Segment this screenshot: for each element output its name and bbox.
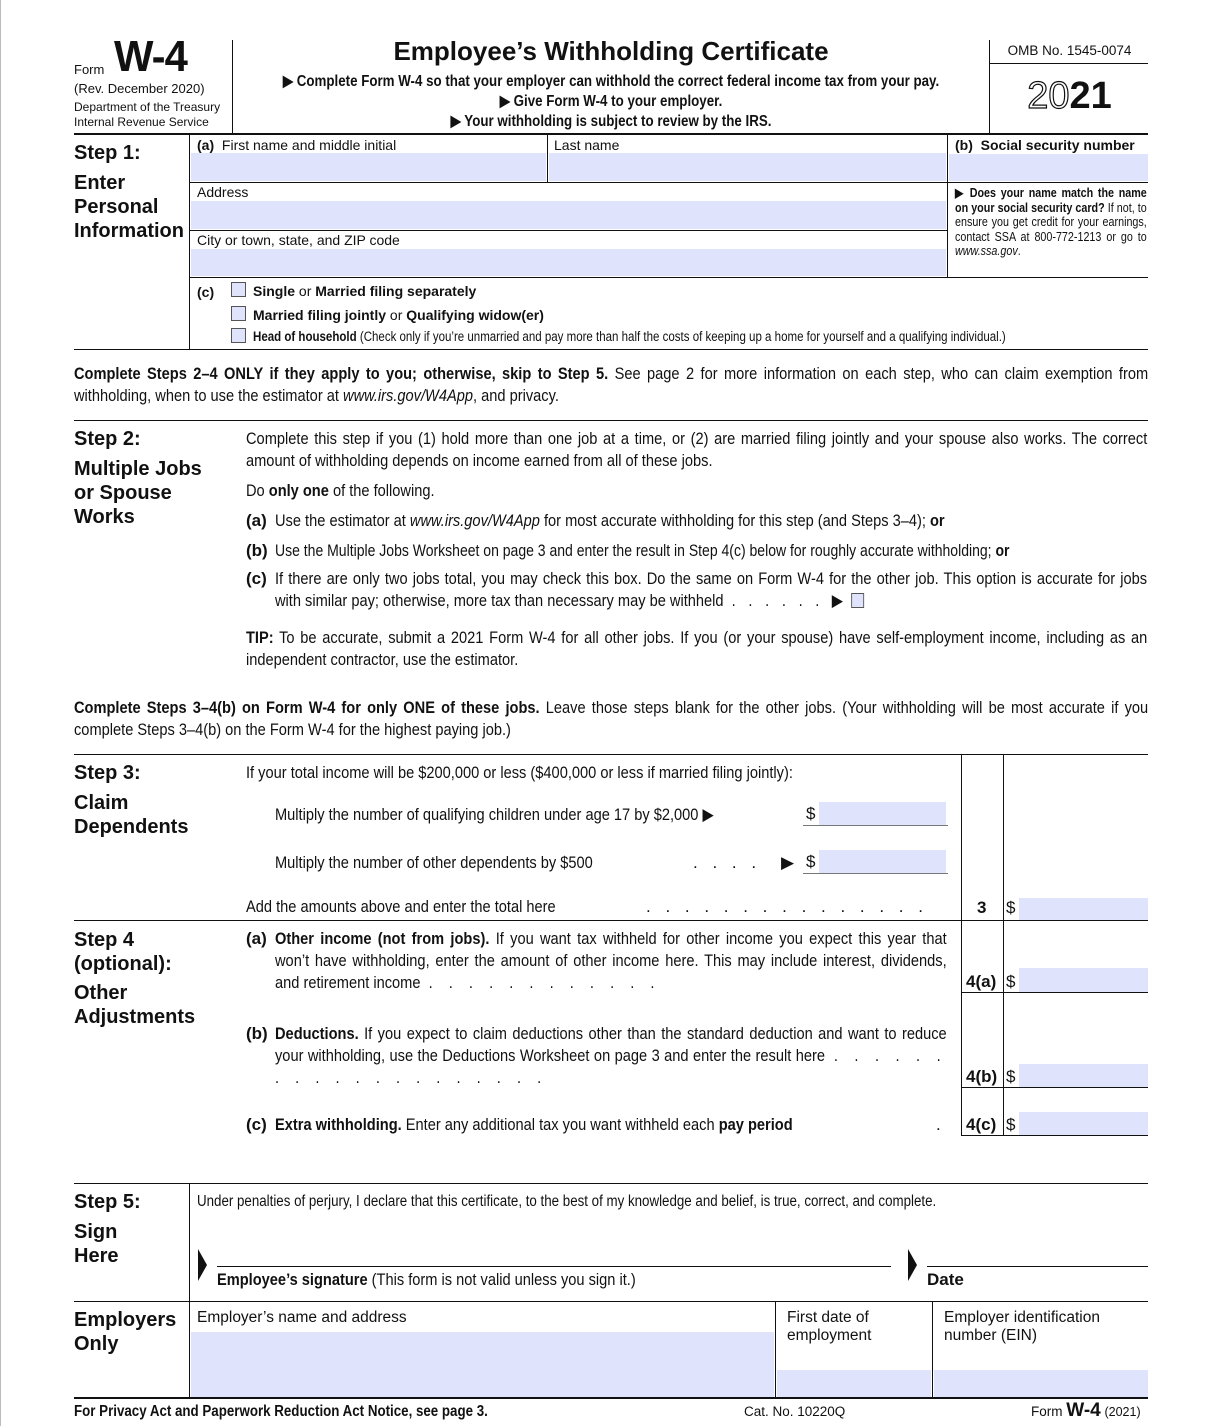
step2-c-prefix: (c) xyxy=(246,569,267,588)
step2-c-text xyxy=(275,568,1147,612)
leader-dots: . . . . . . xyxy=(731,591,824,610)
text-segment: or xyxy=(995,542,1010,560)
subheading-line: Multiple Jobs xyxy=(74,458,202,480)
dollar-sign: $ xyxy=(1006,972,1016,991)
heading-line: (optional): xyxy=(74,953,172,975)
text-segment: To be accurate, submit a 2021 Form W-4 for all other jobs. If you (or your spouse) have self-employment income, including as an independent contractor, use the estimator. xyxy=(246,628,1148,669)
divider xyxy=(189,135,190,350)
item-prefix: (b) xyxy=(955,137,973,153)
section-rule xyxy=(74,1183,1148,1184)
step4-b-prefix: (b) xyxy=(246,1024,268,1043)
label-line: First date of xyxy=(787,1309,869,1326)
dollar-sign: $ xyxy=(1006,1115,1016,1134)
step3-heading: Step 3: xyxy=(74,762,141,784)
divider xyxy=(961,992,1148,993)
signature-line[interactable] xyxy=(217,1266,891,1267)
text-segment: . xyxy=(1017,244,1021,258)
qualifying-children-input[interactable] xyxy=(819,802,946,825)
divider xyxy=(189,230,947,231)
text-segment: www.ssa.gov xyxy=(955,244,1018,258)
text-segment: (Check only if you’re unmarried and pay more than half the costs of keeping up a home for yourself and a qualifying individual.) xyxy=(356,329,1006,344)
text-segment: Complete Steps 2–4 ONLY if they apply to you; otherwise, skip to Step 5. xyxy=(74,364,609,383)
step2-heading: Step 2: xyxy=(74,428,141,450)
header-instructions xyxy=(233,72,990,132)
step4-c-prefix: (c) xyxy=(246,1115,267,1134)
ssn-input[interactable] xyxy=(949,154,1148,181)
ssn-note xyxy=(955,186,1147,259)
leader-dots: . . . . . . . . . . . . xyxy=(428,973,661,992)
subheading-line: Dependents xyxy=(74,816,189,838)
step2-b-prefix: (b) xyxy=(246,541,268,560)
first-date-label xyxy=(787,1309,871,1345)
heading-line: Employers xyxy=(74,1309,177,1331)
footer-form-id xyxy=(1031,1400,1141,1422)
filing-option-married-jointly xyxy=(253,307,544,323)
text-segment: only one xyxy=(268,481,329,500)
step4-heading xyxy=(74,928,172,976)
text-segment: If not, to ensure you get credit for your earnings, contact SSA at 800-772-1213 or go to xyxy=(955,200,1147,244)
catalog-number: Cat. No. 10220Q xyxy=(744,1404,846,1419)
service: Internal Revenue Service xyxy=(74,115,209,129)
divider xyxy=(932,1301,933,1397)
step3-condition: If your total income will be $200,000 or less ($400,000 or less if married filing jointly): xyxy=(246,763,793,782)
step1-subheading xyxy=(74,171,184,243)
steps-3-4-intro xyxy=(74,697,1148,741)
divider xyxy=(989,63,1148,64)
last-name-label: Last name xyxy=(554,137,620,153)
step1-heading: Step 1: xyxy=(74,142,141,164)
subheading-line: Information xyxy=(74,220,184,242)
section-rule xyxy=(74,420,1148,421)
form-word: Form xyxy=(1031,1404,1063,1419)
text-segment: Employee’s signature xyxy=(217,1270,368,1289)
leader-dots: . . . . . . . . . . . . . . . . . . . . xyxy=(275,1046,947,1087)
divider xyxy=(961,1135,1148,1136)
text-segment: Use the Multiple Jobs Worksheet on page 3 and enter the result in Step 4(c) below for roughly accurate withholding; xyxy=(275,542,996,560)
step5-heading: Step 5: xyxy=(74,1191,141,1213)
divider xyxy=(947,135,948,277)
filing-option-single xyxy=(253,283,476,299)
line-number-4a: 4(a) xyxy=(966,972,997,991)
step4-c-text xyxy=(275,1114,793,1136)
arrow-icon xyxy=(908,1249,917,1281)
dollar-sign: $ xyxy=(806,804,816,823)
line-number-4b: 4(b) xyxy=(966,1067,998,1086)
text-segment: Qualifying widow(er) xyxy=(406,307,544,323)
first-name-label xyxy=(197,137,396,153)
label-line: Employer identification xyxy=(944,1309,1100,1326)
tax-year xyxy=(991,75,1148,118)
divider xyxy=(189,1183,190,1397)
line-number-3: 3 xyxy=(977,898,987,917)
employers-only-heading xyxy=(74,1308,176,1356)
first-date-input[interactable] xyxy=(777,1370,931,1397)
text-segment: Complete Steps 3–4(b) on Form W-4 for only ONE of these jobs. xyxy=(74,698,540,717)
other-dependents-input[interactable] xyxy=(819,850,946,873)
divider xyxy=(547,135,548,182)
form-year: (2021) xyxy=(1104,1405,1141,1419)
subheading-line: Personal xyxy=(74,196,159,218)
two-jobs-checkbox[interactable] xyxy=(851,593,864,608)
header-rule xyxy=(74,133,1148,135)
label-line: number (EIN) xyxy=(944,1327,1038,1344)
text-segment: TIP: xyxy=(246,628,274,647)
text-segment: See page 2 for more information on each step, who can claim exemption from withholding, when to use the estimator at xyxy=(74,364,1149,405)
step4-a-text xyxy=(275,928,947,994)
text-segment: Extra withholding. xyxy=(275,1115,402,1134)
divider xyxy=(1003,754,1004,1135)
filing-status-checkbox-single[interactable] xyxy=(231,282,246,297)
step2-intro: Complete this step if you (1) hold more than one job at a time, or (2) are married filing jointly and your spouse also works. The correct amount of withholding depends on income earned from all of these jobs. xyxy=(246,429,1148,470)
heading-line: Only xyxy=(74,1333,119,1355)
text-segment: or xyxy=(295,283,316,299)
text-segment: Enter any additional tax you want withheld each xyxy=(401,1115,719,1134)
label-line: employment xyxy=(787,1327,872,1344)
input-underline xyxy=(803,825,948,826)
other-income-input[interactable] xyxy=(1019,968,1148,992)
label-text: First name and middle initial xyxy=(221,137,397,153)
section-rule xyxy=(74,349,1148,350)
dollar-sign: $ xyxy=(1006,898,1016,917)
text-segment: Married filing jointly xyxy=(253,307,387,323)
subheading-line: Adjustments xyxy=(74,1006,196,1028)
date-line[interactable] xyxy=(927,1266,1148,1267)
text-segment: Deductions. xyxy=(275,1024,359,1043)
subheading-line: Claim xyxy=(74,792,129,814)
text-segment: Head of household xyxy=(253,329,357,344)
divider xyxy=(775,1301,776,1397)
tax-year-outline: 20 xyxy=(1027,75,1070,117)
divider xyxy=(961,1087,1148,1088)
leader-dots: . . . . xyxy=(693,853,762,872)
subheading-line: Works xyxy=(74,506,135,528)
revision-date: (Rev. December 2020) xyxy=(74,81,205,96)
text-segment: www.irs.gov/W4App xyxy=(409,511,540,530)
form-title: Employee’s Withholding Certificate xyxy=(393,36,829,66)
leader-dots: . xyxy=(936,1115,941,1134)
filing-status-prefix: (c) xyxy=(197,284,215,300)
step4-a-prefix: (a) xyxy=(246,929,267,948)
step3-total-text: Add the amounts above and enter the total here xyxy=(246,897,556,916)
form-number: W-4 xyxy=(114,32,187,81)
city-label: City or town, state, and ZIP code xyxy=(197,232,400,248)
divider xyxy=(989,40,990,133)
address-label: Address xyxy=(197,184,249,200)
text-segment: If you want tax withheld for other income you expect this year that won’t have withholding, enter the amount of other income here. This may include interest, dividends, and retirement income xyxy=(275,929,947,992)
text-segment: , and privacy. xyxy=(473,386,559,405)
section-rule xyxy=(74,1301,1148,1302)
step4-subheading xyxy=(74,981,195,1029)
section-rule xyxy=(74,754,1148,755)
employer-name-address-input[interactable] xyxy=(191,1332,774,1397)
address-input[interactable] xyxy=(191,201,946,229)
department: Department of the Treasury xyxy=(74,100,221,114)
instruction-line: ▶ Your withholding is subject to review by the IRS. xyxy=(450,113,772,130)
tax-year-bold: 21 xyxy=(1069,75,1112,117)
text-segment: If you expect to claim deductions other than the standard deduction and want to reduce your withholding, use the Deductions Worksheet on page 3 and enter the result here xyxy=(275,1024,947,1065)
leader-dots: . . . . . . . . . . . . . . . xyxy=(646,897,928,916)
step2-c-body: If there are only two jobs total, you may check this box. Do the same on Form W-4 for the other job. This option is accurate for jobs with similar pay; otherwise, more tax than necessary may be withheld xyxy=(275,569,1148,610)
subheading-line: Enter xyxy=(74,172,126,194)
instruction-line: ▶ Complete Form W-4 so that your employer can withhold the correct federal income tax from your pay. xyxy=(282,73,940,90)
divider xyxy=(189,277,1148,278)
text-segment: Leave those steps blank for the other jobs. (Your withholding will be most accurate if you complete Steps 3–4(b) on the Form W-4 for the highest paying job.) xyxy=(74,698,1149,739)
subheading-line: Sign xyxy=(74,1221,118,1243)
text-segment: Other income (not from jobs). xyxy=(275,929,490,948)
step2-tip xyxy=(246,627,1147,671)
step3-subheading xyxy=(74,791,188,839)
privacy-notice: For Privacy Act and Paperwork Reduction Act Notice, see page 3. xyxy=(74,1403,488,1420)
omb-number: OMB No. 1545-0074 xyxy=(1007,43,1132,58)
first-name-input[interactable] xyxy=(191,153,546,181)
form-number: W-4 xyxy=(1066,1400,1101,1421)
text-segment: Use the estimator at xyxy=(275,511,410,530)
text-segment: www.irs.gov/W4App xyxy=(343,386,474,405)
text-segment: of the following. xyxy=(328,481,435,500)
item-prefix: (a) xyxy=(197,137,215,153)
steps-2-4-intro xyxy=(74,363,1148,407)
text-segment: (This form is not valid unless you sign it.) xyxy=(367,1270,636,1289)
step5-subheading xyxy=(74,1220,118,1268)
label-text: Social security number xyxy=(980,137,1135,153)
arrow-icon: ▶ xyxy=(831,591,844,610)
text-segment: ▶ Does your name match the name on your social security card? xyxy=(955,186,1147,215)
section-rule xyxy=(74,920,1148,921)
extra-withholding-input[interactable] xyxy=(1019,1112,1148,1135)
step3-children-text: Multiply the number of qualifying children under age 17 by $2,000 ▶ xyxy=(275,805,714,824)
step2-b-text xyxy=(275,540,1009,562)
divider xyxy=(189,182,1148,183)
divider xyxy=(961,754,962,1135)
dollar-sign: $ xyxy=(806,852,816,871)
employer-name-label: Employer’s name and address xyxy=(197,1309,407,1326)
subheading-line: or Spouse xyxy=(74,482,172,504)
line-number-4c: 4(c) xyxy=(966,1115,997,1134)
deductions-input[interactable] xyxy=(1019,1064,1148,1087)
last-name-input[interactable] xyxy=(549,153,946,181)
perjury-declaration: Under penalties of perjury, I declare that this certificate, to the best of my knowledge and belief, is true, correct, and complete. xyxy=(197,1193,937,1210)
input-underline xyxy=(803,873,948,874)
subheading-line: Other xyxy=(74,982,128,1004)
instruction-line: ▶ Give Form W-4 to your employer. xyxy=(499,93,723,110)
subheading-line: Here xyxy=(74,1245,119,1267)
step4-b-text xyxy=(275,1023,947,1089)
heading-line: Step 4 xyxy=(74,929,135,951)
city-state-zip-input[interactable] xyxy=(191,249,946,276)
step3-others-text: Multiply the number of other dependents by $500 xyxy=(275,853,593,872)
step2-a-text xyxy=(275,510,945,532)
text-segment: or xyxy=(929,511,945,530)
text-segment: Married filing separately xyxy=(315,283,477,299)
footer-rule xyxy=(74,1397,1148,1399)
text-segment: or xyxy=(386,307,407,323)
dependents-total-input[interactable] xyxy=(1019,898,1148,920)
text-segment: Single xyxy=(253,283,296,299)
dollar-sign: $ xyxy=(1006,1067,1016,1086)
arrow-icon xyxy=(198,1249,207,1281)
filing-status-checkbox-head-of-household[interactable] xyxy=(231,328,246,343)
text-segment: for most accurate withholding for this step (and Steps 3–4); xyxy=(539,511,930,530)
step2-a-prefix: (a) xyxy=(246,511,267,530)
step2-subheading xyxy=(74,457,202,529)
text-segment: Do xyxy=(246,481,269,500)
filing-status-checkbox-married-jointly[interactable] xyxy=(231,306,246,321)
ssn-label xyxy=(955,137,1135,153)
filing-option-head-of-household xyxy=(253,329,1006,344)
ein-label xyxy=(944,1309,1100,1345)
date-label: Date xyxy=(927,1270,964,1289)
signature-label xyxy=(217,1270,636,1290)
form-word: Form xyxy=(74,62,105,77)
ein-input[interactable] xyxy=(934,1370,1148,1397)
arrow-icon: ▶ xyxy=(781,853,795,872)
step2-do-one xyxy=(246,480,435,502)
text-segment: pay period xyxy=(718,1115,793,1134)
